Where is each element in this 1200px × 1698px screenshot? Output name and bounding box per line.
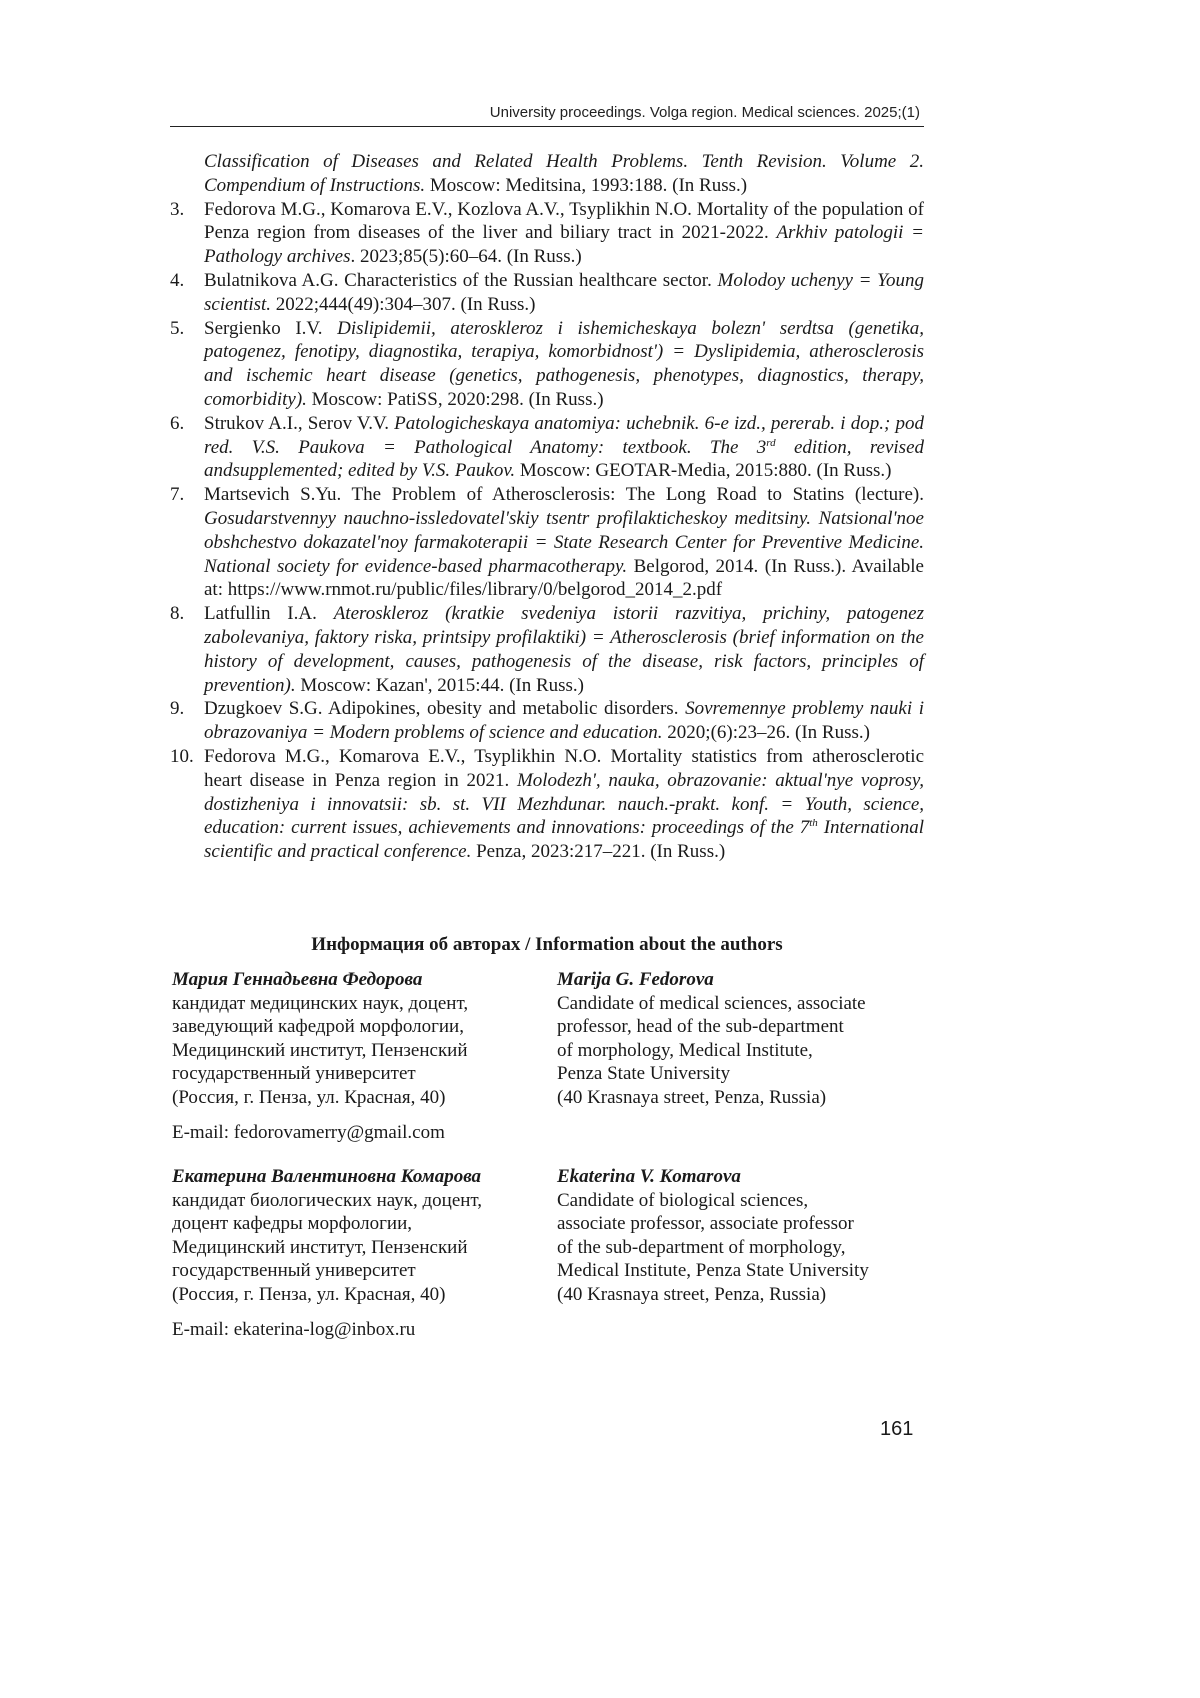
author-2-en <box>557 1165 927 1307</box>
reference-text: Bulatnikova A.G. Characteristics of the Russian healthcare sector. Molodoy uchenyy = Young scientist. 2022;444(49):304–307. (In Russ.) <box>204 269 924 315</box>
page-number: 161 <box>880 1418 914 1440</box>
author-affil-line: доцент кафедры морфологии, <box>172 1213 412 1235</box>
reference-number: 4. <box>170 269 185 291</box>
reference-item <box>170 317 924 412</box>
running-title: University proceedings. Volga region. Medical sciences. 2025;(1) <box>489 104 920 121</box>
author-affil-line: кандидат биологических наук, доцент, <box>172 1189 483 1211</box>
author-affil-line: Медицинский институт, Пензенский <box>172 1039 468 1061</box>
author-affil-line: associate professor, associate professor <box>557 1213 854 1235</box>
reference-text: Dzugkoev S.G. Adipokines, obesity and metabolic disorders. Sovremennye problemy nauki i obrazovaniya = Modern problems of science and education. 2020;(6):23–26. (In Russ.) <box>204 698 924 744</box>
running-header <box>170 100 924 127</box>
reference-number: 9. <box>170 698 185 720</box>
author-1-en <box>557 968 927 1110</box>
author-affil-line: (40 Krasnaya street, Penza, Russia) <box>557 1086 827 1108</box>
author-affil-line: государственный университет <box>172 1063 416 1085</box>
author-affil-line: Медицинский институт, Пензенский <box>172 1236 468 1258</box>
author-1-ru <box>172 968 522 1110</box>
reference-item <box>170 745 924 864</box>
reference-list <box>170 150 924 864</box>
author-affil-line: заведующий кафедрой морфологии, <box>172 1016 464 1038</box>
author-name-en: Marija G. Fedorova <box>557 969 714 990</box>
reference-item <box>170 697 924 745</box>
reference-text: Sergienko I.V. Dislipidemii, ateroskleroz i ishemicheskaya bolezn' serdtsa (genetika, patogenez, fenotipy, diagnostika, terapiya, komorbidnost') = Dyslipidemia, atherosclerosis and ischemic heart disease (genetics, pathogenesis, phenotypes, diagnostics, therapy, comorbidity). Moscow: PatiSS, 2020:298. (In Russ.) <box>204 317 924 410</box>
reference-number: 7. <box>170 484 185 506</box>
reference-text: Fedorova M.G., Komarova E.V., Kozlova A.V., Tsyplikhin N.O. Mortality of the population of Penza region from diseases of the liver and biliary tract in 2021-2022. Arkhiv patologii = Pathology archives. 2023;85(5):60–64. (In Russ.) <box>204 198 924 268</box>
reference-text: Latfullin I.A. Ateroskleroz (kratkie svedeniya istorii razvitiya, prichiny, patogenez zabolevaniya, faktory riska, printsipy profilaktiki) = Atherosclerosis (brief information on the history of development, causes, pathogenesis of the disease, risk factors, principles of prevention). Moscow: Kazan', 2015:44. (In Russ.) <box>204 603 924 696</box>
author-affil-line: Penza State University <box>557 1063 731 1085</box>
reference-number: 5. <box>170 317 185 339</box>
author-affil-line: of the sub-department of morphology, <box>557 1236 846 1258</box>
reference-continuation: Classification of Diseases and Related Health Problems. Tenth Revision. Volume 2. Compendium of Instructions. Moscow: Meditsina, 1993:188. (In Russ.) <box>204 151 924 196</box>
reference-item <box>170 602 924 697</box>
author-2-email: E-mail: ekaterina-log@inbox.ru <box>172 1319 416 1340</box>
author-affil-line: (Россия, г. Пенза, ул. Красная, 40) <box>172 1283 446 1305</box>
reference-number: 10. <box>170 745 194 767</box>
author-2-ru <box>172 1165 522 1307</box>
author-affil-line: кандидат медицинских наук, доцент, <box>172 992 469 1014</box>
reference-item <box>170 483 924 602</box>
reference-text: Strukov A.I., Serov V.V. Patologicheskaya anatomiya: uchebnik. 6-e izd., pererab. i dop.; pod red. V.S. Paukova = Pathological Anatomy: textbook. The 3rd edition, revised andsupplemented; edited by V.S. Paukov. Moscow: GEOTAR-Media, 2015:880. (In Russ.) <box>204 412 925 482</box>
author-name-en: Ekaterina V. Komarova <box>557 1166 741 1187</box>
author-affil-line: Medical Institute, Penza State University <box>557 1260 869 1282</box>
author-affil-line: professor, head of the sub-department <box>557 1016 844 1038</box>
reference-item <box>170 269 924 317</box>
authors-section-title: Информация об авторах / Information about the authors <box>311 934 783 955</box>
author-affil-line: Candidate of biological sciences, <box>557 1189 809 1211</box>
author-affil-line: (40 Krasnaya street, Penza, Russia) <box>557 1283 827 1305</box>
author-affil-line: государственный университет <box>172 1260 416 1282</box>
author-name-ru: Екатерина Валентиновна Комарова <box>172 1166 482 1187</box>
reference-item <box>170 198 924 269</box>
reference-number: 3. <box>170 198 185 220</box>
reference-text: Fedorova M.G., Komarova E.V., Tsyplikhin N.O. Mortality statistics from atherosclerotic heart disease in Penza region in 2021. Molodezh', nauka, obrazovanie: aktual'nye voprosy, dostizheniya i innovatsii: sb. st. VII Mezhdunar. nauch.-prakt. konf. = Youth, science, education: current issues, achievements and innovations: proceedings of the 7th International scientific and practical conference. Penza, 2023:217–221. (In Russ.) <box>204 745 924 863</box>
author-affil-line: of morphology, Medical Institute, <box>557 1039 813 1061</box>
author-name-ru: Мария Геннадьевна Федорова <box>172 969 423 990</box>
reference-number: 6. <box>170 412 185 434</box>
reference-number: 8. <box>170 603 185 625</box>
author-1-email: E-mail: fedorovamerry@gmail.com <box>172 1122 445 1143</box>
reference-item <box>170 412 924 483</box>
author-affil-line: Candidate of medical sciences, associate <box>557 992 866 1014</box>
author-affil-line: (Россия, г. Пенза, ул. Красная, 40) <box>172 1086 446 1108</box>
reference-text: Martsevich S.Yu. The Problem of Atherosclerosis: The Long Road to Statins (lecture). Gosudarstvennyy nauchno-issledovatel'skiy tsentr profilakticheskoy meditsiny. Natsional'noe obshchestvo dokazatel'noy farmakoterapii = State Research Center for Preventive Medicine. National society for evidence-based pharmacotherapy. Belgorod, 2014. (In Russ.). Available at: https://www.rnmot.ru/public/files/library/0/belgorod_2014_2.pdf <box>204 484 924 601</box>
